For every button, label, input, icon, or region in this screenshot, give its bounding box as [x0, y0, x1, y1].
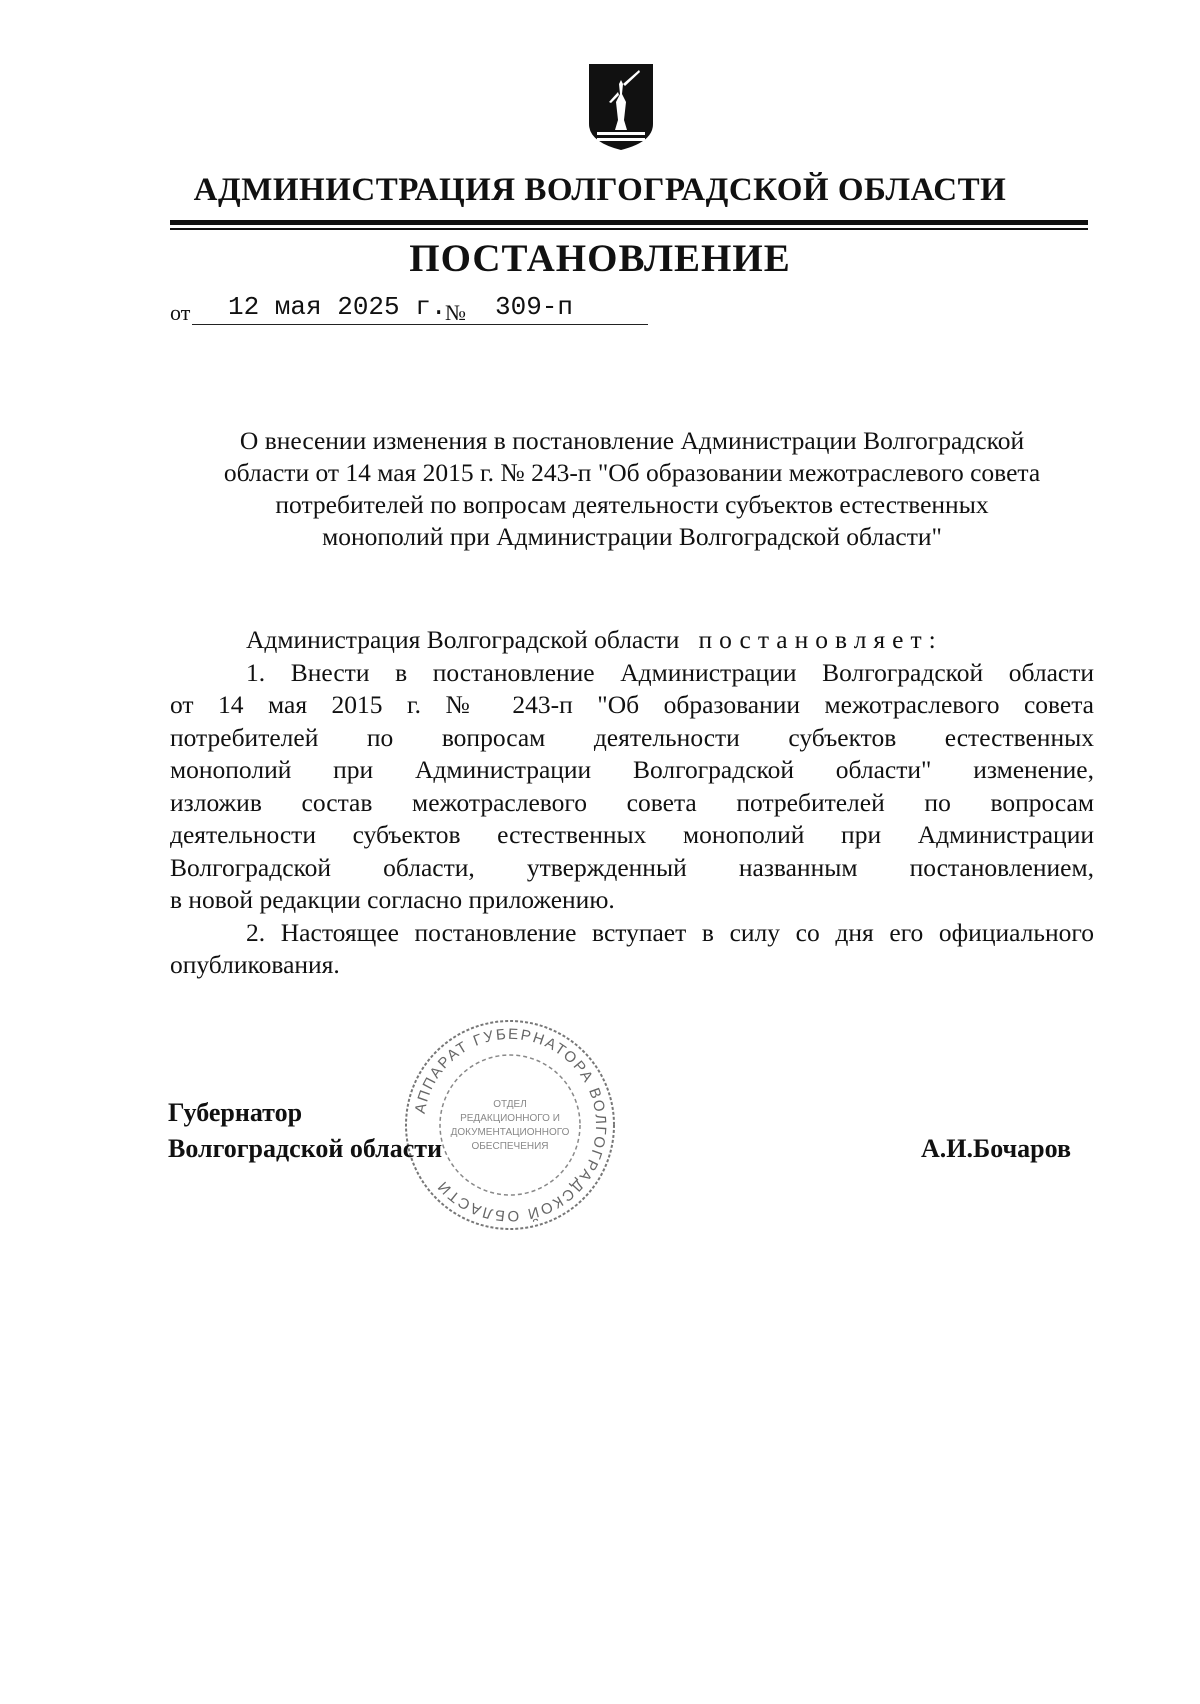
signatory-position — [168, 1095, 442, 1167]
signatory-name: А.И.Бочаров — [921, 1134, 1072, 1163]
number-label: № — [445, 300, 466, 325]
item1-line: в новой редакции согласно приложению. — [170, 885, 615, 914]
svg-text:АППАРАТ ГУБЕРНАТОРА ВОЛГОГРАДС: АППАРАТ ГУБЕРНАТОРА ВОЛГОГРАДСКОЙ ОБЛАСТИ — [411, 1025, 610, 1225]
volgograd-coat-of-arms-icon — [587, 62, 655, 152]
number-field — [445, 290, 615, 330]
item2-line: опубликования. — [170, 950, 340, 979]
from-label: от — [170, 300, 191, 325]
item1-line: Волгоградской области, утвержденный названным постановлением, — [170, 852, 1094, 882]
document-body — [170, 624, 1094, 982]
item1-line: деятельности субъектов естественных монополий при Администрации — [170, 820, 1094, 849]
svg-text:ДОКУМЕНТАЦИОННОГО: ДОКУМЕНТАЦИОННОГО — [450, 1127, 570, 1138]
item1-line: монополий при Администрации Волгоградской области" изменение, — [170, 755, 1094, 784]
position-line: Волгоградской области — [168, 1134, 443, 1163]
document-subject — [170, 425, 1094, 553]
document-type-title: ПОСТАНОВЛЕНИЕ — [409, 237, 791, 280]
header-rule-thin — [170, 228, 1088, 230]
position-line: Губернатор — [168, 1098, 303, 1127]
svg-text:ОБЕСПЕЧЕНИЯ: ОБЕСПЕЧЕНИЯ — [471, 1141, 549, 1152]
enacting-verb: постановляет: — [698, 625, 943, 654]
item1-line: изложив состав межотраслевого совета потребителей по вопросам — [170, 787, 1094, 817]
svg-text:РЕДАКЦИОННОГО И: РЕДАКЦИОННОГО И — [460, 1113, 560, 1124]
item1-line: от 14 мая 2015 г. № 243-п "Об образовании межотраслевого совета — [170, 690, 1094, 719]
subject-line: монополий при Администрации Волгоградской области" — [322, 522, 942, 551]
item1-line: 1. Внести в постановление Администрации Волгоградской области — [246, 657, 1094, 687]
enacting-clause — [170, 624, 1094, 657]
item1-line: потребителей по вопросам деятельности субъектов естественных — [170, 722, 1094, 752]
item2-line: 2. Настоящее постановление вступает в силу со дня его официального — [246, 917, 1094, 947]
subject-line: области от 14 мая 2015 г. № 243-п "Об образовании межотраслевого совета — [223, 458, 1041, 487]
document-number: 309-п — [475, 290, 633, 325]
subject-line: О внесении изменения в постановление Администрации Волгоградской — [239, 426, 1025, 455]
subject-line: потребителей по вопросам деятельности субъектов естественных — [275, 490, 989, 519]
header-rule-thick — [170, 220, 1088, 225]
document-date: 12 мая 2025 г. — [192, 290, 648, 325]
enacting-subject: Администрация Волгоградской области — [246, 625, 680, 654]
svg-text:ОТДЕЛ: ОТДЕЛ — [493, 1099, 527, 1110]
organization-title: АДМИНИСТРАЦИЯ ВОЛГОГРАДСКОЙ ОБЛАСТИ — [193, 172, 1007, 208]
